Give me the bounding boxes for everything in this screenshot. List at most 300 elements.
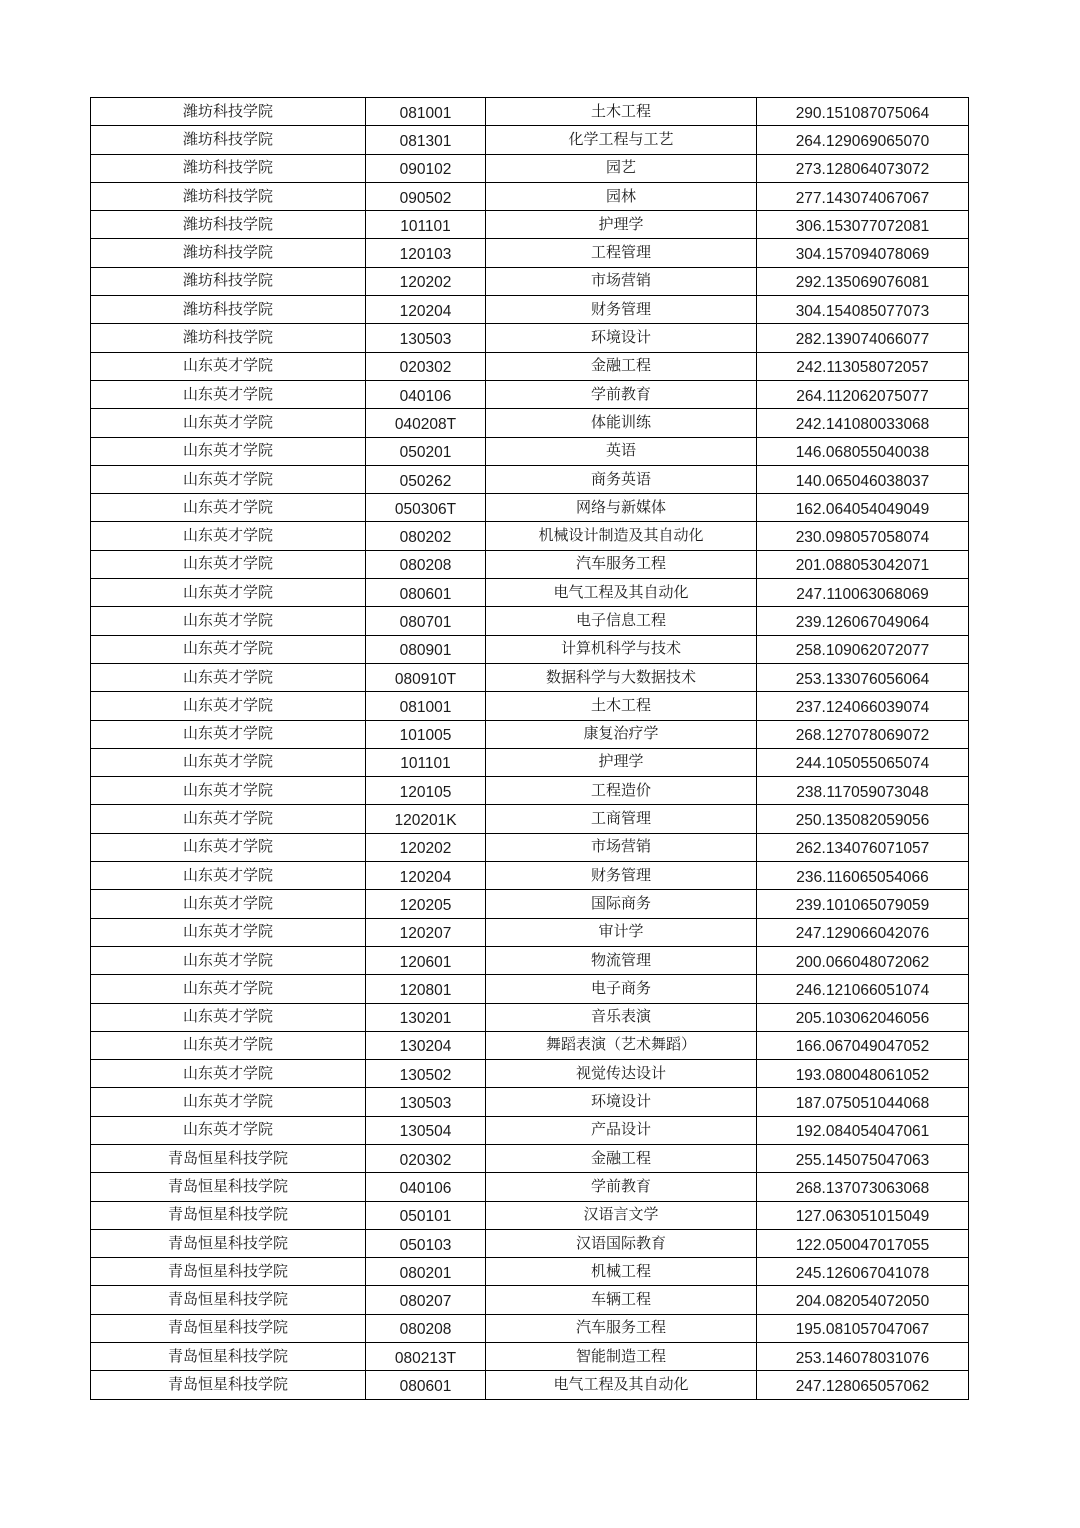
major-name-cell-text: 土木工程 bbox=[590, 101, 651, 120]
score-cell bbox=[757, 692, 969, 720]
school-name-cell bbox=[91, 1258, 366, 1286]
school-name-cell-text: 山东英才学院 bbox=[182, 497, 273, 516]
score-cell-text: 247.129066042076 bbox=[795, 925, 930, 943]
school-name-cell-text: 山东英才学院 bbox=[182, 809, 273, 828]
school-name-cell-text: 山东英才学院 bbox=[182, 865, 273, 884]
score-cell-text: 146.068055040038 bbox=[795, 444, 930, 462]
school-name-cell-text: 山东英才学院 bbox=[182, 724, 273, 743]
school-name-cell-text: 青岛恒星科技学院 bbox=[167, 1290, 288, 1309]
major-code-cell-text: 081001 bbox=[399, 104, 452, 122]
table-row bbox=[91, 1031, 969, 1059]
admission-score-table bbox=[90, 97, 969, 1400]
major-name-cell bbox=[486, 1286, 757, 1314]
major-name-cell-text: 网络与新媒体 bbox=[575, 497, 666, 516]
score-cell bbox=[757, 126, 969, 154]
major-name-cell-text: 工程造价 bbox=[590, 780, 651, 799]
major-name-cell-text: 财务管理 bbox=[590, 299, 651, 318]
major-name-cell bbox=[486, 805, 757, 833]
score-cell bbox=[757, 890, 969, 918]
table-row bbox=[91, 1116, 969, 1144]
major-code-cell bbox=[366, 182, 486, 210]
school-name-cell bbox=[91, 239, 366, 267]
major-code-cell bbox=[366, 465, 486, 493]
major-name-cell bbox=[486, 550, 757, 578]
major-code-cell bbox=[366, 380, 486, 408]
score-cell bbox=[757, 1286, 969, 1314]
school-name-cell-text: 山东英才学院 bbox=[182, 695, 273, 714]
major-name-cell bbox=[486, 182, 757, 210]
score-cell-text: 277.143074067067 bbox=[795, 189, 930, 207]
school-name-cell-text: 山东英才学院 bbox=[182, 441, 273, 460]
major-code-cell-text: 120202 bbox=[399, 274, 452, 292]
major-code-cell bbox=[366, 890, 486, 918]
school-name-cell bbox=[91, 211, 366, 239]
major-name-cell bbox=[486, 720, 757, 748]
school-name-cell-text: 青岛恒星科技学院 bbox=[167, 1233, 288, 1252]
score-cell-text: 195.081057047067 bbox=[795, 1321, 930, 1339]
major-code-cell bbox=[366, 607, 486, 635]
score-cell bbox=[757, 805, 969, 833]
score-cell bbox=[757, 663, 969, 691]
major-name-cell-text: 工商管理 bbox=[590, 809, 651, 828]
school-name-cell bbox=[91, 946, 366, 974]
school-name-cell bbox=[91, 1343, 366, 1371]
major-code-cell-text: 050201 bbox=[399, 444, 452, 462]
major-code-cell bbox=[366, 1173, 486, 1201]
table-row bbox=[91, 296, 969, 324]
score-cell bbox=[757, 833, 969, 861]
school-name-cell bbox=[91, 267, 366, 295]
school-name-cell bbox=[91, 579, 366, 607]
score-cell bbox=[757, 494, 969, 522]
score-cell-text: 268.127078069072 bbox=[795, 727, 930, 745]
major-code-cell-text: 130204 bbox=[399, 1038, 452, 1056]
score-cell-text: 239.101065079059 bbox=[795, 896, 930, 914]
score-cell-text: 253.146078031076 bbox=[795, 1349, 930, 1367]
major-code-cell-text: 050262 bbox=[399, 472, 452, 490]
major-name-cell-text: 市场营销 bbox=[590, 837, 651, 856]
school-name-cell-text: 山东英才学院 bbox=[182, 978, 273, 997]
table-row bbox=[91, 1229, 969, 1257]
major-code-cell-text: 081001 bbox=[399, 698, 452, 716]
score-cell bbox=[757, 1229, 969, 1257]
table-row bbox=[91, 579, 969, 607]
school-name-cell-text: 山东英才学院 bbox=[182, 1092, 273, 1111]
major-code-cell-text: 050103 bbox=[399, 1236, 452, 1254]
school-name-cell bbox=[91, 409, 366, 437]
major-name-cell bbox=[486, 1116, 757, 1144]
score-cell-text: 244.105055065074 bbox=[795, 755, 930, 773]
school-name-cell bbox=[91, 1201, 366, 1229]
major-name-cell bbox=[486, 126, 757, 154]
school-name-cell bbox=[91, 1229, 366, 1257]
score-cell-text: 245.126067041078 bbox=[795, 1264, 930, 1282]
major-name-cell-text: 市场营销 bbox=[590, 271, 651, 290]
school-name-cell-text: 山东英才学院 bbox=[182, 752, 273, 771]
major-code-cell bbox=[366, 1060, 486, 1088]
major-name-cell bbox=[486, 267, 757, 295]
score-cell-text: 204.082054072050 bbox=[795, 1293, 930, 1311]
school-name-cell-text: 山东英才学院 bbox=[182, 469, 273, 488]
table-row bbox=[91, 692, 969, 720]
major-name-cell bbox=[486, 1371, 757, 1399]
table-row bbox=[91, 1003, 969, 1031]
major-code-cell bbox=[366, 239, 486, 267]
table-row bbox=[91, 975, 969, 1003]
score-cell-text: 205.103062046056 bbox=[795, 1010, 930, 1028]
major-name-cell-text: 学前教育 bbox=[590, 384, 651, 403]
school-name-cell bbox=[91, 663, 366, 691]
major-code-cell-text: 040106 bbox=[399, 387, 452, 405]
school-name-cell-text: 潍坊科技学院 bbox=[182, 328, 273, 347]
school-name-cell-text: 青岛恒星科技学院 bbox=[167, 1375, 288, 1393]
table-row bbox=[91, 1314, 969, 1342]
major-name-cell bbox=[486, 777, 757, 805]
major-name-cell-text: 康复治疗学 bbox=[583, 724, 659, 743]
major-code-cell bbox=[366, 352, 486, 380]
score-cell-text: 292.135069076081 bbox=[795, 274, 930, 292]
major-code-cell bbox=[366, 1003, 486, 1031]
school-name-cell bbox=[91, 437, 366, 465]
school-name-cell bbox=[91, 1286, 366, 1314]
major-code-cell bbox=[366, 98, 486, 126]
major-code-cell-text: 080701 bbox=[399, 613, 452, 631]
major-code-cell bbox=[366, 324, 486, 352]
major-name-cell-text: 英语 bbox=[605, 441, 636, 460]
major-code-cell bbox=[366, 663, 486, 691]
school-name-cell-text: 山东英才学院 bbox=[182, 356, 273, 375]
school-name-cell-text: 潍坊科技学院 bbox=[182, 299, 273, 318]
table-row bbox=[91, 239, 969, 267]
major-code-cell bbox=[366, 296, 486, 324]
score-cell bbox=[757, 946, 969, 974]
school-name-cell bbox=[91, 380, 366, 408]
score-cell-text: 192.084054047061 bbox=[795, 1123, 930, 1141]
table-row bbox=[91, 833, 969, 861]
major-code-cell bbox=[366, 126, 486, 154]
table-row bbox=[91, 352, 969, 380]
score-cell-text: 264.112062075077 bbox=[796, 387, 929, 405]
major-code-cell-text: 130201 bbox=[399, 1010, 452, 1028]
major-name-cell-text: 汽车服务工程 bbox=[575, 554, 666, 573]
score-cell-text: 290.151087075064 bbox=[795, 104, 930, 122]
school-name-cell bbox=[91, 1031, 366, 1059]
major-name-cell-text: 财务管理 bbox=[590, 865, 651, 884]
major-code-cell-text: 120202 bbox=[399, 840, 452, 858]
major-code-cell-text: 050101 bbox=[399, 1208, 452, 1226]
table-row bbox=[91, 607, 969, 635]
school-name-cell bbox=[91, 805, 366, 833]
table-row bbox=[91, 748, 969, 776]
school-name-cell-text: 青岛恒星科技学院 bbox=[167, 1205, 288, 1224]
major-code-cell-text: 090102 bbox=[399, 161, 452, 179]
school-name-cell-text: 青岛恒星科技学院 bbox=[167, 1318, 288, 1337]
school-name-cell-text: 山东英才学院 bbox=[182, 667, 273, 686]
score-cell-text: 230.098057058074 bbox=[795, 529, 930, 547]
score-cell-text: 237.124066039074 bbox=[795, 698, 930, 716]
school-name-cell bbox=[91, 918, 366, 946]
major-name-cell-text: 商务英语 bbox=[590, 469, 651, 488]
major-name-cell-text: 土木工程 bbox=[590, 695, 651, 714]
major-code-cell-text: 040208T bbox=[394, 415, 457, 433]
school-name-cell-text: 山东英才学院 bbox=[182, 780, 273, 799]
table-row bbox=[91, 465, 969, 493]
school-name-cell bbox=[91, 720, 366, 748]
score-cell-text: 306.153077072081 bbox=[795, 217, 930, 235]
score-cell-text: 246.121066051074 bbox=[795, 981, 930, 999]
school-name-cell-text: 潍坊科技学院 bbox=[182, 186, 273, 205]
score-cell bbox=[757, 1088, 969, 1116]
major-code-cell-text: 120801 bbox=[399, 981, 452, 999]
major-name-cell bbox=[486, 1031, 757, 1059]
table-row bbox=[91, 267, 969, 295]
major-name-cell-text: 国际商务 bbox=[590, 893, 651, 912]
major-name-cell bbox=[486, 862, 757, 890]
major-name-cell-text: 环境设计 bbox=[590, 328, 651, 347]
major-code-cell-text: 080208 bbox=[399, 1321, 452, 1339]
score-cell bbox=[757, 862, 969, 890]
school-name-cell bbox=[91, 98, 366, 126]
score-cell bbox=[757, 777, 969, 805]
school-name-cell bbox=[91, 862, 366, 890]
major-name-cell-text: 汽车服务工程 bbox=[575, 1318, 666, 1337]
school-name-cell-text: 潍坊科技学院 bbox=[182, 101, 273, 120]
major-code-cell-text: 120105 bbox=[399, 783, 452, 801]
score-cell-text: 236.116065054066 bbox=[796, 868, 929, 886]
school-name-cell-text: 山东英才学院 bbox=[182, 893, 273, 912]
score-cell bbox=[757, 720, 969, 748]
school-name-cell bbox=[91, 1060, 366, 1088]
score-cell bbox=[757, 635, 969, 663]
major-code-cell-text: 120204 bbox=[399, 302, 452, 320]
table-row bbox=[91, 550, 969, 578]
major-code-cell bbox=[366, 918, 486, 946]
major-code-cell bbox=[366, 1371, 486, 1399]
major-name-cell-text: 学前教育 bbox=[590, 1176, 651, 1195]
score-cell-text: 268.137073063068 bbox=[795, 1179, 930, 1197]
major-code-cell bbox=[366, 1088, 486, 1116]
school-name-cell-text: 山东英才学院 bbox=[182, 950, 273, 969]
major-name-cell-text: 电气工程及其自动化 bbox=[553, 582, 689, 601]
major-name-cell-text: 金融工程 bbox=[590, 356, 651, 375]
table-row bbox=[91, 1286, 969, 1314]
school-name-cell-text: 山东英才学院 bbox=[182, 554, 273, 573]
major-name-cell-text: 园艺 bbox=[605, 158, 636, 177]
school-name-cell bbox=[91, 1088, 366, 1116]
table-row bbox=[91, 380, 969, 408]
major-name-cell bbox=[486, 918, 757, 946]
score-cell-text: 200.066048072062 bbox=[795, 953, 930, 971]
score-cell-text: 250.135082059056 bbox=[795, 812, 930, 830]
major-code-cell-text: 040106 bbox=[399, 1179, 452, 1197]
score-cell bbox=[757, 522, 969, 550]
table-row bbox=[91, 862, 969, 890]
major-code-cell-text: 130503 bbox=[399, 331, 452, 349]
major-code-cell-text: 130504 bbox=[399, 1123, 452, 1141]
major-name-cell-text: 电子信息工程 bbox=[575, 610, 666, 629]
major-code-cell-text: 120601 bbox=[399, 953, 452, 971]
major-name-cell bbox=[486, 98, 757, 126]
major-code-cell bbox=[366, 805, 486, 833]
school-name-cell-text: 山东英才学院 bbox=[182, 1063, 273, 1082]
major-name-cell bbox=[486, 1060, 757, 1088]
school-name-cell bbox=[91, 522, 366, 550]
score-cell-text: 262.134076071057 bbox=[795, 840, 930, 858]
score-cell bbox=[757, 579, 969, 607]
major-code-cell-text: 050306T bbox=[394, 500, 457, 518]
score-cell bbox=[757, 267, 969, 295]
score-cell-text: 273.128064073072 bbox=[795, 161, 930, 179]
score-cell-text: 242.141080033068 bbox=[795, 415, 930, 433]
score-cell bbox=[757, 1314, 969, 1342]
major-name-cell-text: 电子商务 bbox=[590, 978, 651, 997]
school-name-cell bbox=[91, 465, 366, 493]
major-name-cell bbox=[486, 380, 757, 408]
major-name-cell-text: 产品设计 bbox=[590, 1120, 651, 1139]
school-name-cell bbox=[91, 154, 366, 182]
school-name-cell bbox=[91, 550, 366, 578]
table-row bbox=[91, 720, 969, 748]
major-name-cell-text: 汉语言文学 bbox=[583, 1205, 659, 1224]
major-name-cell bbox=[486, 211, 757, 239]
major-code-cell-text: 101101 bbox=[400, 217, 451, 235]
major-name-cell bbox=[486, 635, 757, 663]
major-name-cell-text: 汉语国际教育 bbox=[575, 1233, 666, 1252]
school-name-cell bbox=[91, 1003, 366, 1031]
score-cell-text: 304.154085077073 bbox=[795, 302, 930, 320]
major-name-cell-text: 电气工程及其自动化 bbox=[553, 1375, 689, 1393]
school-name-cell-text: 潍坊科技学院 bbox=[182, 214, 273, 233]
major-name-cell-text: 机械设计制造及其自动化 bbox=[538, 526, 704, 545]
table-row bbox=[91, 890, 969, 918]
score-cell bbox=[757, 239, 969, 267]
table-row bbox=[91, 946, 969, 974]
major-name-cell bbox=[486, 352, 757, 380]
major-code-cell-text: 080202 bbox=[399, 529, 452, 547]
major-name-cell-text: 园林 bbox=[605, 186, 636, 205]
major-code-cell bbox=[366, 720, 486, 748]
score-cell bbox=[757, 352, 969, 380]
major-code-cell-text: 090502 bbox=[399, 189, 452, 207]
score-cell bbox=[757, 409, 969, 437]
school-name-cell-text: 山东英才学院 bbox=[182, 1035, 273, 1054]
major-name-cell bbox=[486, 1229, 757, 1257]
score-cell-text: 282.139074066077 bbox=[795, 331, 930, 349]
school-name-cell-text: 山东英才学院 bbox=[182, 582, 273, 601]
major-code-cell bbox=[366, 522, 486, 550]
school-name-cell bbox=[91, 635, 366, 663]
score-cell-text: 193.080048061052 bbox=[795, 1066, 930, 1084]
school-name-cell-text: 山东英才学院 bbox=[182, 1007, 273, 1026]
score-cell bbox=[757, 1003, 969, 1031]
major-name-cell bbox=[486, 1003, 757, 1031]
major-name-cell bbox=[486, 324, 757, 352]
major-code-cell bbox=[366, 946, 486, 974]
school-name-cell bbox=[91, 1116, 366, 1144]
score-cell-text: 239.126067049064 bbox=[795, 613, 930, 631]
major-name-cell bbox=[486, 975, 757, 1003]
school-name-cell-text: 山东英才学院 bbox=[182, 610, 273, 629]
score-cell bbox=[757, 1371, 969, 1399]
table-row bbox=[91, 1088, 969, 1116]
major-name-cell-text: 机械工程 bbox=[590, 1261, 651, 1280]
school-name-cell bbox=[91, 1314, 366, 1342]
table-row bbox=[91, 663, 969, 691]
school-name-cell-text: 青岛恒星科技学院 bbox=[167, 1261, 288, 1280]
table-row bbox=[91, 1343, 969, 1371]
score-cell bbox=[757, 918, 969, 946]
major-code-cell-text: 081301 bbox=[399, 132, 452, 150]
major-code-cell bbox=[366, 1258, 486, 1286]
major-code-cell-text: 080601 bbox=[399, 585, 452, 603]
school-name-cell bbox=[91, 777, 366, 805]
major-name-cell bbox=[486, 890, 757, 918]
table-row bbox=[91, 494, 969, 522]
table-row bbox=[91, 409, 969, 437]
major-code-cell-text: 020302 bbox=[399, 1151, 452, 1169]
table-row bbox=[91, 437, 969, 465]
major-name-cell bbox=[486, 409, 757, 437]
school-name-cell bbox=[91, 833, 366, 861]
major-name-cell-text: 护理学 bbox=[598, 752, 644, 771]
score-cell bbox=[757, 324, 969, 352]
score-cell bbox=[757, 1116, 969, 1144]
school-name-cell-text: 青岛恒星科技学院 bbox=[167, 1148, 288, 1167]
school-name-cell-text: 潍坊科技学院 bbox=[182, 129, 273, 148]
major-code-cell-text: 120204 bbox=[399, 868, 452, 886]
school-name-cell-text: 青岛恒星科技学院 bbox=[167, 1176, 288, 1195]
score-cell bbox=[757, 607, 969, 635]
major-code-cell-text: 080601 bbox=[399, 1378, 452, 1395]
major-name-cell-text: 数据科学与大数据技术 bbox=[545, 667, 696, 686]
score-cell bbox=[757, 380, 969, 408]
major-code-cell-text: 101101 bbox=[400, 755, 451, 773]
school-name-cell bbox=[91, 692, 366, 720]
major-code-cell bbox=[366, 777, 486, 805]
major-code-cell-text: 101005 bbox=[399, 727, 452, 745]
score-cell bbox=[757, 1060, 969, 1088]
score-cell bbox=[757, 1031, 969, 1059]
major-code-cell bbox=[366, 211, 486, 239]
school-name-cell bbox=[91, 607, 366, 635]
score-cell-text: 247.128065057062 bbox=[795, 1378, 930, 1395]
score-cell-text: 127.063051015049 bbox=[795, 1208, 930, 1226]
major-name-cell-text: 智能制造工程 bbox=[575, 1346, 666, 1365]
school-name-cell bbox=[91, 324, 366, 352]
major-code-cell bbox=[366, 1031, 486, 1059]
major-name-cell bbox=[486, 239, 757, 267]
major-name-cell-text: 视觉传达设计 bbox=[575, 1063, 666, 1082]
major-code-cell-text: 130503 bbox=[399, 1095, 452, 1113]
school-name-cell-text: 青岛恒星科技学院 bbox=[167, 1346, 288, 1365]
major-code-cell bbox=[366, 1201, 486, 1229]
major-name-cell-text: 工程管理 bbox=[590, 243, 651, 262]
score-cell-text: 162.064054049049 bbox=[795, 500, 930, 518]
school-name-cell-text: 山东英才学院 bbox=[182, 412, 273, 431]
major-code-cell bbox=[366, 635, 486, 663]
score-cell-text: 187.075051044068 bbox=[795, 1095, 930, 1113]
major-name-cell bbox=[486, 465, 757, 493]
major-code-cell bbox=[366, 154, 486, 182]
table-row bbox=[91, 182, 969, 210]
score-cell-text: 264.129069065070 bbox=[795, 132, 930, 150]
table-row bbox=[91, 98, 969, 126]
major-name-cell bbox=[486, 494, 757, 522]
major-name-cell-text: 金融工程 bbox=[590, 1148, 651, 1167]
major-code-cell bbox=[366, 833, 486, 861]
score-cell bbox=[757, 211, 969, 239]
table-row bbox=[91, 1173, 969, 1201]
